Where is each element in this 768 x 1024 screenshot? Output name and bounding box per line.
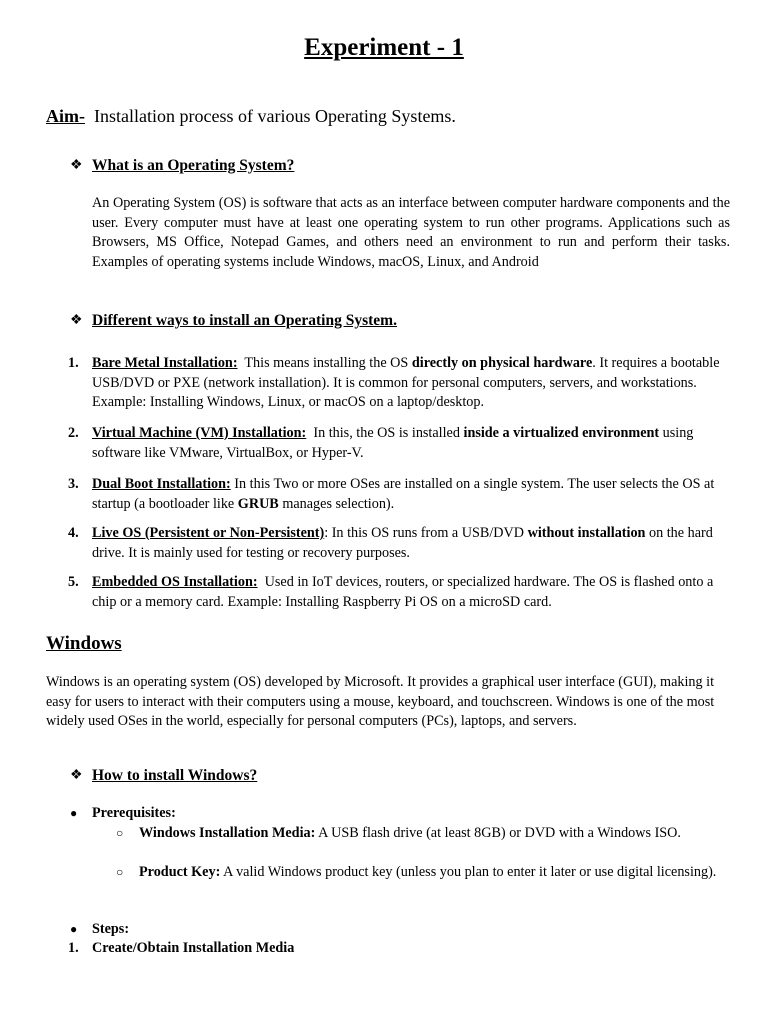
item-label: Live OS (Persistent or Non-Persistent) [92,525,325,541]
step-1: Create/Obtain Installation Media [92,940,295,956]
aim-text: Installation process of various Operating Systems. [94,106,456,126]
prereq-item [139,824,730,844]
item-label: Embedded OS Installation: [92,574,258,590]
list-number: 2. [68,425,79,441]
steps-label: Steps: [92,921,130,937]
windows-paragraph: Windows is an operating system (OS) developed by Microsoft. It provides a graphical user interface (GUI), making it easy for users to interact with their computers using a mouse, keyboard, and touchscreen. Windows is one of the most widely used OSes in the world, especially for personal computers (PCs), laptops, and servers. [46,674,715,730]
prereq-text-1: A USB flash drive (at least 8GB) or DVD with a Windows ISO. [318,825,681,841]
item-bold: inside a virtualized environment [463,425,660,441]
item-bold: GRUB [237,495,279,512]
item-label: Bare Metal Installation: [92,355,238,371]
item-text: In this, the OS is installed [313,425,460,441]
list-item [92,475,728,514]
list-item [92,424,728,463]
list-item [92,524,728,563]
prereq-item [139,863,730,883]
item-text: on the hard drive. It is mainly used for testing or recovery purposes. [92,525,713,561]
os-heading: What is an Operating System? [92,157,295,174]
bullet-icon: ● [70,922,78,936]
aim-line [46,106,456,127]
item-text: : In this OS runs from a USB/DVD [324,525,525,541]
diamond-bullet-icon: ❖ [70,158,83,173]
prereq-label-2: Product Key: [139,864,221,880]
list-item [92,354,728,413]
list-number: 3. [68,476,79,492]
item-text: manages selection). [282,495,395,512]
prereq-label-1: Windows Installation Media: [139,825,316,841]
list-number: 4. [68,525,79,541]
item-label: Dual Boot Installation: [92,476,231,492]
list-number: 1. [68,355,79,371]
diamond-bullet-icon: ❖ [70,768,83,783]
circle-bullet-icon: ○ [116,826,124,840]
circle-bullet-icon: ○ [116,865,124,879]
prereq-label: Prerequisites: [92,805,176,821]
ways-heading: Different ways to install an Operating System. [92,312,397,329]
list-number: 5. [68,574,79,590]
page-title: Experiment - 1 [304,34,464,61]
os-paragraph: An Operating System (OS) is software that acts as an interface between computer hardware components and the user. Every computer must have at least one operating system to run other programs. Applications such as Browsers, MS Office, Notepad Games, and others need an environment to run and perform their tasks. Examples of operating systems include Windows, macOS, Linux, and Android [92,195,730,270]
item-text: Used in IoT devices, routers, or specialized hardware. The OS is flashed onto a chip or a memory card. Example: Installing Raspberry Pi OS on a microSD card. [92,574,714,610]
item-bold: directly on physical hardware [411,355,593,371]
bullet-icon: ● [70,806,78,820]
list-item [92,573,728,612]
item-text: using software like VMware, VirtualBox, or Hyper-V. [92,425,694,461]
step-number: 1. [68,940,79,956]
windows-heading: Windows [46,633,122,654]
diamond-bullet-icon: ❖ [70,313,83,328]
item-label: Virtual Machine (VM) Installation: [92,425,307,441]
item-text: In this Two or more OSes are installed on a single system. The user selects the OS at startup (a bootloader like [92,476,715,512]
item-text: . It requires a bootable USB/DVD or PXE (network installation). It is common for personal computers, servers, and workstations. Example: Installing Windows, Linux, or macOS on a laptop/desktop. [92,355,720,411]
item-text: This means installing the OS [244,355,409,371]
prereq-text-2: A valid Windows product key (unless you plan to enter it later or use digital licensing). [223,864,717,880]
item-bold: without installation [527,525,646,541]
aim-label: Aim- [46,106,85,126]
install-heading: How to install Windows? [92,767,258,784]
